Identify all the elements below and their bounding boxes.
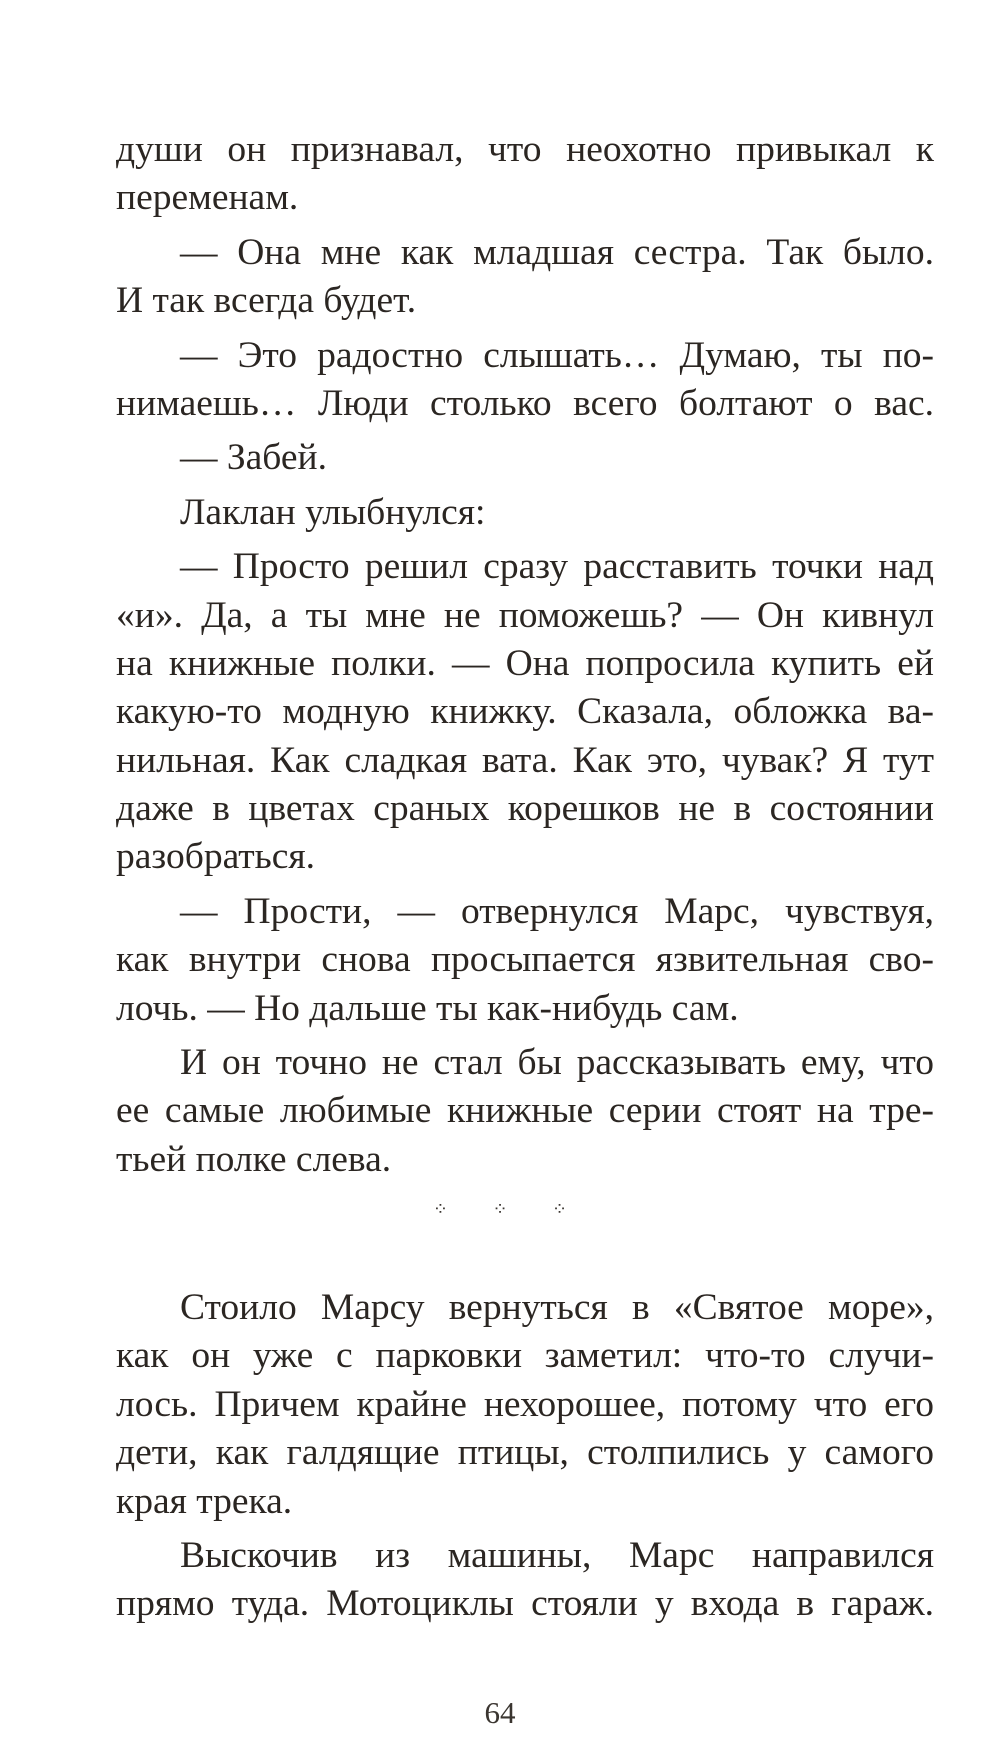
text-line: как внутри снова просыпается язвительная сво-	[116, 939, 934, 981]
text-line: дети, как галдящие птицы, столпились у самого	[116, 1432, 934, 1474]
page-number: 64	[484, 1695, 516, 1730]
text-line: на книжные полки. — Она попросила купить ей	[116, 642, 934, 684]
text-line: — Просто решил сразу расставить точки над	[180, 546, 934, 588]
text-line: «и». Да, а ты мне не поможешь? — Он кивнул	[116, 594, 934, 636]
text-line: нимаешь… Люди столько всего болтают о вас.	[116, 382, 934, 424]
text-block-lower	[116, 1284, 934, 1629]
text-line: тьей полке слева.	[116, 1138, 392, 1180]
scene-separator: ⁘ ⁘ ⁘	[432, 1199, 588, 1219]
text-line: разобраться.	[116, 836, 315, 878]
text-line: души он признавал, что неохотно привыкал к	[116, 129, 934, 170]
text-line: Лаклан улыбнулся:	[180, 491, 486, 533]
text-line: переменам.	[116, 177, 299, 219]
text-line: И он точно не стал бы рассказывать ему, что	[180, 1042, 934, 1084]
text-line: лочь. — Но дальше ты как-нибудь сам.	[116, 987, 739, 1029]
text-line: какую-то модную книжку. Сказала, обложка ва-	[116, 691, 934, 733]
text-line: лось. Причем крайне нехорошее, потому что его	[116, 1383, 934, 1425]
text-line: — Прости, — отвернулся Марс, чувствуя,	[180, 890, 934, 932]
text-line: ее самые любимые книжные серии стоят на тре-	[116, 1090, 934, 1132]
text-line: — Она мне как младшая сестра. Так было.	[180, 231, 934, 273]
text-line: Стоило Марсу вернуться в «Святое море»,	[180, 1287, 934, 1328]
text-line: — Забей.	[180, 437, 327, 479]
text-line: прямо туда. Мотоциклы стояли у входа в гараж.	[116, 1583, 934, 1625]
text-line: нильная. Как сладкая вата. Как это, чувак? Я тут	[116, 739, 934, 781]
text-block-upper	[116, 126, 934, 1184]
text-line: как он уже с парковки заметил: что-то случи-	[116, 1335, 934, 1377]
text-line: — Это радостно слышать… Думаю, ты по-	[180, 334, 934, 376]
text-line: даже в цветах сраных корешков не в состоянии	[116, 788, 934, 830]
text-line: края трека.	[116, 1480, 293, 1522]
text-line: Выскочив из машины, Марс направился	[180, 1534, 934, 1576]
text-line: И так всегда будет.	[116, 280, 417, 322]
